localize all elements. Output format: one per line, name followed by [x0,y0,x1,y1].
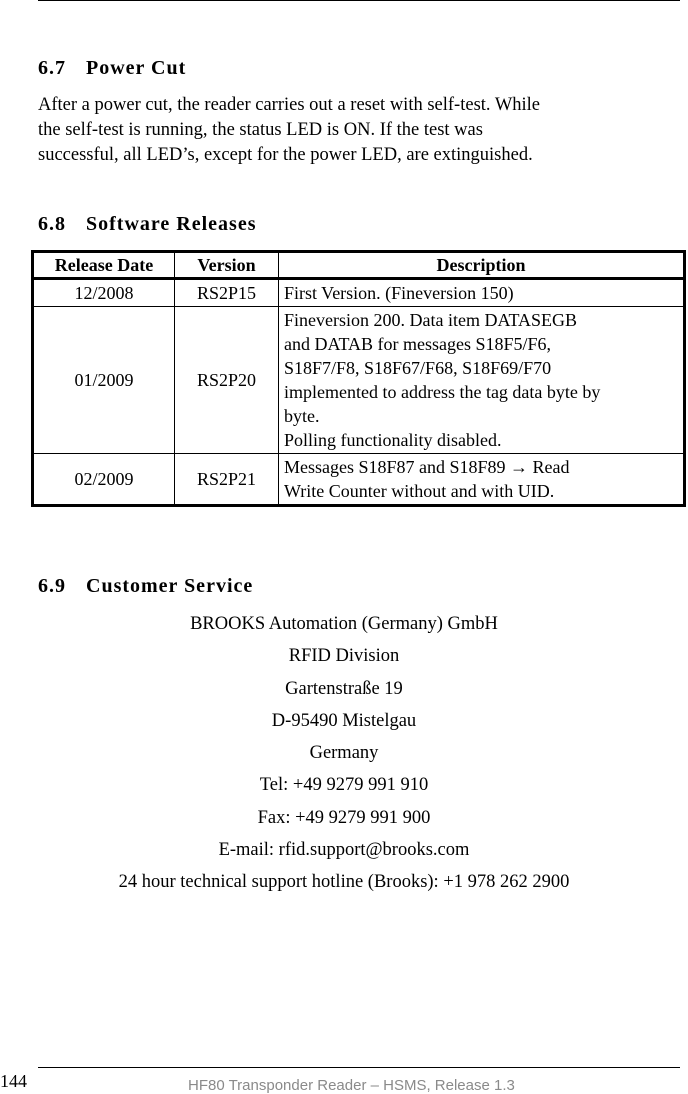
power-cut-paragraph [38,93,678,168]
version-cell: RS2P15 [175,279,279,307]
description-line: Messages S18F87 and S18F89 → Read [284,457,570,477]
street-address: Gartenstraße 19 [285,678,403,699]
description-line: First Version. (Fineversion 150) [284,283,514,303]
section-title: Software Releases [86,213,257,235]
postal-city: D-95490 Mistelgau [271,710,417,731]
version-cell: RS2P21 [175,454,279,506]
description-cell [279,279,685,307]
description-line: byte. [284,406,320,426]
email: E-mail: rfid.support@brooks.com [218,840,470,861]
paragraph-line: the self-test is running, the status LED is ON. If the test was [38,120,483,140]
column-header-version: Version [175,252,279,279]
section-heading-customer-service [38,575,253,598]
section-title: Customer Service [86,575,254,597]
release-date-cell: 01/2009 [33,307,175,454]
description-line: Fineversion 200. Data item DATASEGB [284,310,578,330]
description-cell [279,307,685,454]
page-number: 144 [0,1071,27,1091]
release-date-cell: 12/2008 [33,279,175,307]
release-date-cell: 02/2009 [33,454,175,506]
fax: Fax: +49 9279 991 900 [257,807,431,828]
table-row [33,454,685,506]
company-name: BROOKS Automation (Germany) GmbH [190,614,498,634]
table-row [33,279,685,307]
footer-rule [38,1067,680,1068]
description-line: S18F7/F8, S18F67/F68, S18F69/F70 [284,358,552,378]
support-hotline: 24 hour technical support hotline (Brooks): +1 978 262 2900 [118,872,570,893]
header-rule [38,0,680,1]
country: Germany [309,743,379,764]
table-header-row [33,252,685,279]
section-number: 6.9 [38,575,66,597]
description-line: Polling functionality disabled. [284,430,502,450]
section-title: Power Cut [86,57,187,79]
description-line: Write Counter without and with UID. [284,481,555,501]
description-line: and DATAB for messages S18F5/F6, [284,334,552,354]
contact-block [0,608,688,899]
description-cell [279,454,685,506]
paragraph-line: After a power cut, the reader carries out a reset with self-test. While [38,95,541,115]
column-header-release-date: Release Date [33,252,175,279]
division: RFID Division [288,646,400,667]
column-header-description: Description [279,252,685,279]
section-number: 6.8 [38,213,66,235]
footer-title: HF80 Transponder Reader – HSMS, Release 1.3 [188,1077,515,1094]
software-releases-table [31,250,686,507]
section-heading-software-releases [38,213,256,236]
version-cell: RS2P20 [175,307,279,454]
table-row [33,307,685,454]
section-heading-power-cut [38,57,186,80]
description-line: implemented to address the tag data byte by [284,382,601,402]
section-number: 6.7 [38,57,66,79]
paragraph-line: successful, all LED’s, except for the power LED, are extinguished. [38,145,533,165]
telephone: Tel: +49 9279 991 910 [259,775,429,796]
